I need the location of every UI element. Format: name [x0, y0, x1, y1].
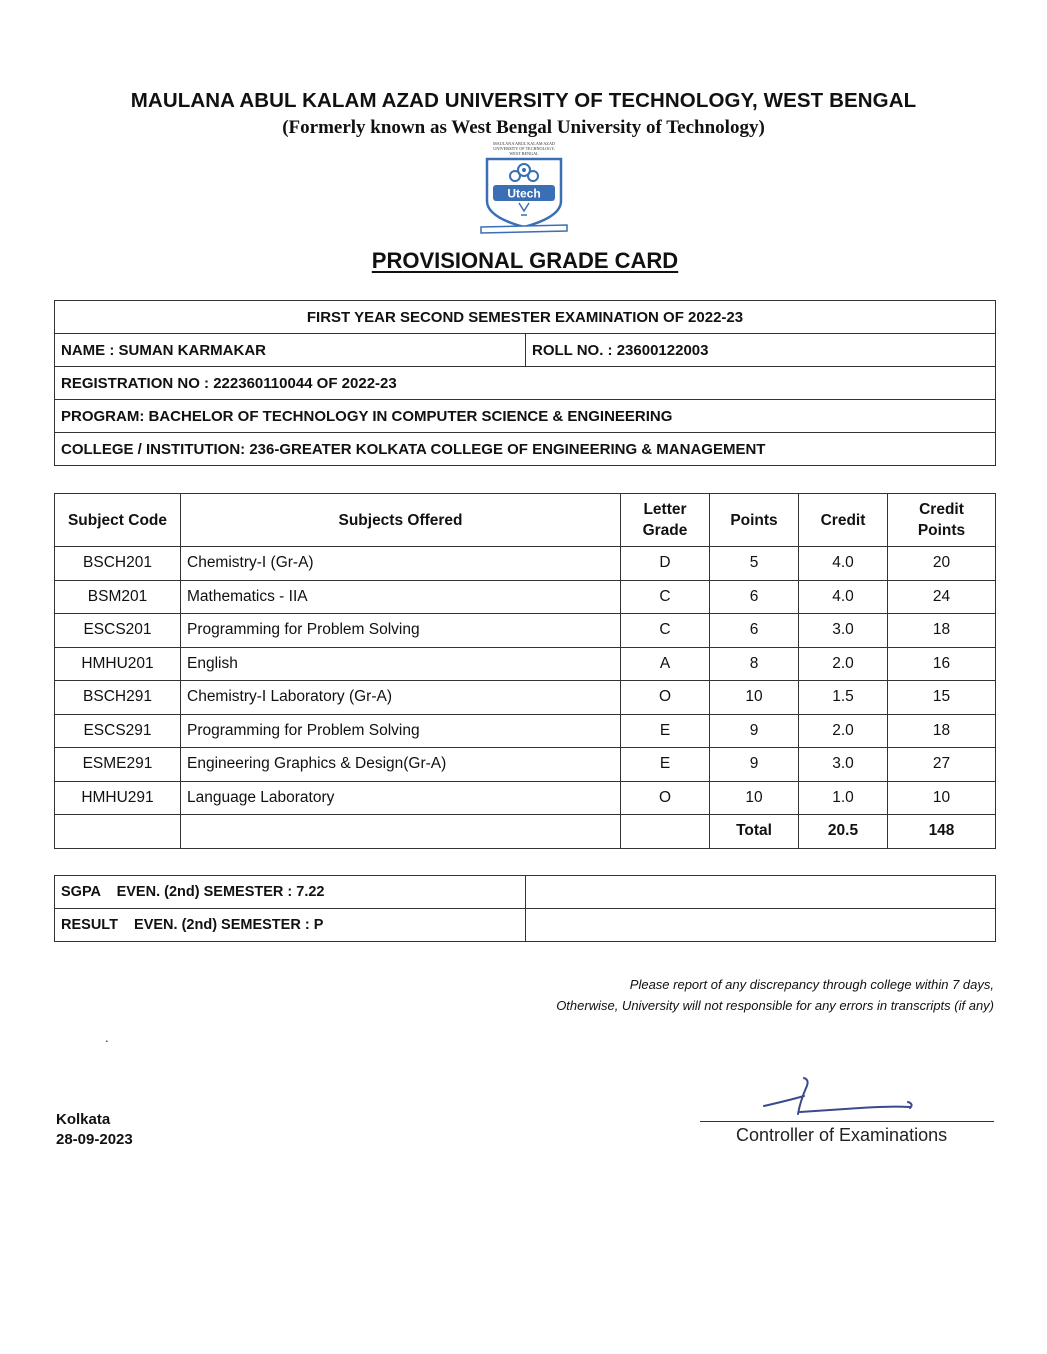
student-name: NAME : SUMAN KARMAKAR	[55, 334, 526, 367]
credit-points: 18	[888, 614, 996, 648]
roll-number: ROLL NO. : 23600122003	[526, 334, 996, 367]
table-row	[55, 614, 996, 648]
program: PROGRAM: BACHELOR OF TECHNOLOGY IN COMPUTER SCIENCE & ENGINEERING	[55, 400, 996, 433]
signature-line	[700, 1121, 994, 1122]
points: 10	[710, 681, 799, 715]
letter-grade: E	[621, 714, 710, 748]
svg-text:WEST BENGAL: WEST BENGAL	[509, 151, 539, 156]
subject-name: Programming for Problem Solving	[181, 614, 621, 648]
letter-grade: O	[621, 681, 710, 715]
subject-code: HMHU201	[55, 647, 181, 681]
university-former-name: (Formerly known as West Bengal University of Technology)	[282, 117, 765, 138]
signatory-title: Controller of Examinations	[736, 1125, 948, 1145]
credit-points: 24	[888, 580, 996, 614]
credit-points: 10	[888, 781, 996, 815]
subject-code: ESCS291	[55, 714, 181, 748]
issue-date: 28-09-2023	[56, 1131, 133, 1148]
table-row	[55, 748, 996, 782]
letter-grade: O	[621, 781, 710, 815]
subject-name: Language Laboratory	[181, 781, 621, 815]
college: COLLEGE / INSTITUTION: 236-GREATER KOLKATA COLLEGE OF ENGINEERING & MANAGEMENT	[55, 433, 996, 466]
subject-code: BSCH201	[55, 547, 181, 581]
total-row	[55, 815, 996, 849]
points: 6	[710, 580, 799, 614]
letter-grade: D	[621, 547, 710, 581]
grades-header-row	[55, 494, 996, 547]
subject-name: Chemistry-I (Gr-A)	[181, 547, 621, 581]
points: 9	[710, 714, 799, 748]
svg-text:UNIVERSITY OF TECHNOLOGY,: UNIVERSITY OF TECHNOLOGY,	[493, 146, 555, 151]
result: RESULT EVEN. (2nd) SEMESTER : P	[55, 909, 526, 942]
header-letter-grade: Letter Grade	[621, 494, 710, 547]
subject-code: BSCH291	[55, 681, 181, 715]
credit: 2.0	[799, 714, 888, 748]
credit: 4.0	[799, 547, 888, 581]
university-name: MAULANA ABUL KALAM AZAD UNIVERSITY OF TECHNOLOGY, WEST BENGAL	[130, 89, 917, 112]
table-row	[55, 714, 996, 748]
student-info-table	[54, 300, 996, 466]
letter-grade: C	[621, 580, 710, 614]
total-credit-points: 148	[888, 815, 996, 849]
header-credit: Credit	[799, 494, 888, 547]
place-and-date	[56, 1110, 133, 1150]
subject-name: Programming for Problem Solving	[181, 714, 621, 748]
credit: 3.0	[799, 748, 888, 782]
place: Kolkata	[56, 1111, 111, 1128]
grades-table	[54, 493, 996, 849]
header-credit-points: Credit Points	[888, 494, 996, 547]
controller-signature	[760, 1074, 930, 1122]
grade-card-title: PROVISIONAL GRADE CARD	[371, 248, 679, 273]
points: 10	[710, 781, 799, 815]
subject-name: English	[181, 647, 621, 681]
letter-grade: E	[621, 748, 710, 782]
subject-code: ESME291	[55, 748, 181, 782]
points: 9	[710, 748, 799, 782]
subject-name: Chemistry-I Laboratory (Gr-A)	[181, 681, 621, 715]
credit: 4.0	[799, 580, 888, 614]
letter-grade: C	[621, 614, 710, 648]
university-logo	[477, 139, 571, 239]
points: 5	[710, 547, 799, 581]
subject-code: BSM201	[55, 580, 181, 614]
registration-number: REGISTRATION NO : 222360110044 OF 2022-23	[55, 367, 996, 400]
sgpa: SGPA EVEN. (2nd) SEMESTER : 7.22	[55, 876, 526, 909]
credit: 1.0	[799, 781, 888, 815]
table-row	[55, 781, 996, 815]
credit: 2.0	[799, 647, 888, 681]
points: 6	[710, 614, 799, 648]
table-row	[55, 547, 996, 581]
credit-points: 15	[888, 681, 996, 715]
discrepancy-note: Please report of any discrepancy through college within 7 days, Otherwise, University will not responsible for any errors in transcripts (if any)	[556, 977, 994, 1013]
result-summary-table	[54, 875, 996, 942]
subject-code: ESCS201	[55, 614, 181, 648]
credit: 1.5	[799, 681, 888, 715]
logo-text: Utech	[507, 186, 541, 201]
credit-points: 20	[888, 547, 996, 581]
exam-name: FIRST YEAR SECOND SEMESTER EXAMINATION OF 2022-23	[55, 301, 996, 334]
credit: 3.0	[799, 614, 888, 648]
svg-text:MAULANA ABUL KALAM AZAD: MAULANA ABUL KALAM AZAD	[492, 141, 556, 146]
credit-points: 18	[888, 714, 996, 748]
stray-dot: .	[105, 1030, 109, 1045]
letter-grade: A	[621, 647, 710, 681]
points: 8	[710, 647, 799, 681]
credit-points: 27	[888, 748, 996, 782]
table-row	[55, 647, 996, 681]
total-label: Total	[710, 815, 799, 849]
header-subject-code: Subject Code	[55, 494, 181, 547]
header-subjects-offered: Subjects Offered	[181, 494, 621, 547]
total-credit: 20.5	[799, 815, 888, 849]
credit-points: 16	[888, 647, 996, 681]
subject-name: Engineering Graphics & Design(Gr-A)	[181, 748, 621, 782]
header-points: Points	[710, 494, 799, 547]
table-row	[55, 681, 996, 715]
table-row	[55, 580, 996, 614]
subject-code: HMHU291	[55, 781, 181, 815]
subject-name: Mathematics - IIA	[181, 580, 621, 614]
